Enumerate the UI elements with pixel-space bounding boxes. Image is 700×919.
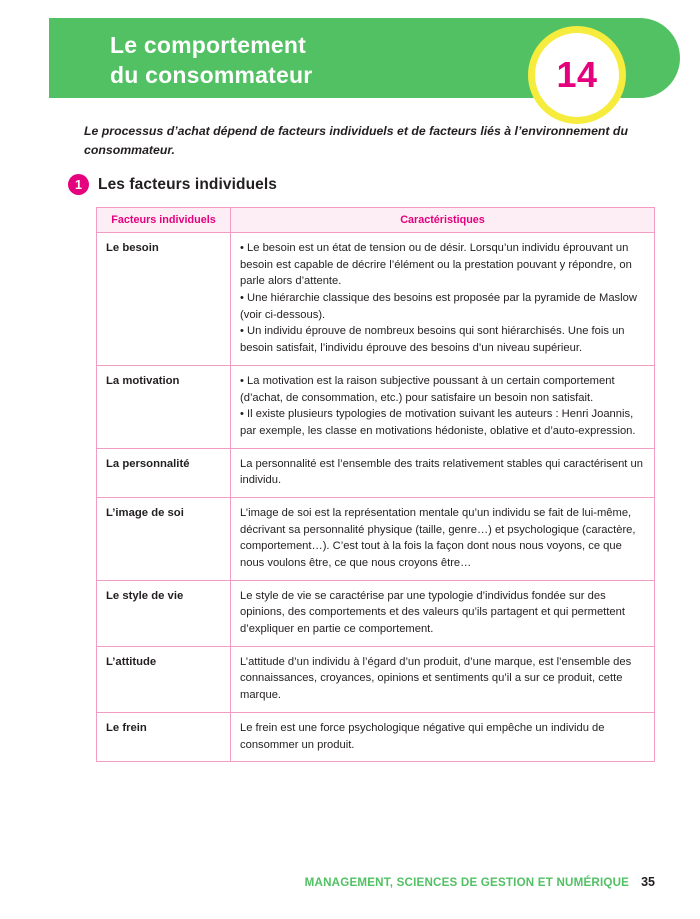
row-description [231, 448, 655, 497]
row-label: La personnalité [97, 448, 231, 497]
table-row [97, 233, 655, 366]
table-header [97, 208, 655, 233]
table-row [97, 646, 655, 712]
section-heading [68, 174, 277, 195]
row-paragraph: • La motivation est la raison subjective poussant à un certain comportement (d’achat, de consommation, etc.) pour satisfaire un besoin non satisfait. [240, 374, 615, 404]
table-header-cell-characteristics: Caractéristiques [231, 208, 655, 233]
page-title [110, 30, 530, 91]
row-paragraph: L’image de soi est la représentation mentale qu’un individu se fait de lui-même, décrivant sa personnalité physique (taille, genre…) et psychologique (caractère, comportement…). C’est tout à la fois la façon dont nous nous voyons, ce que nous voulons être, ce que nous croyons être… [240, 506, 636, 569]
page-title-line2: du consommateur [110, 62, 313, 89]
row-paragraph: L’attitude d’un individu à l’égard d’un produit, d’une marque, est l’ensemble des connaissances, croyances, opinions et sentiments qu’il a sur ce produit, cette marque. [240, 655, 632, 702]
row-paragraph: • Il existe plusieurs typologies de motivation suivant les auteurs : Henri Joannis, par exemple, les classe en motivations hédoniste, oblative et d’auto-expression. [240, 408, 636, 437]
row-description [231, 365, 655, 448]
row-paragraph: • Le besoin est un état de tension ou de désir. Lorsqu’un individu éprouvant un besoin est capable de décrire l’élément ou la prestation pouvant y répondre, on parle alors d’attente. [240, 242, 632, 288]
row-description [231, 233, 655, 366]
table-header-row [97, 208, 655, 233]
row-description [231, 580, 655, 646]
table-row [97, 497, 655, 580]
row-label: Le style de vie [97, 580, 231, 646]
table-header-cell-factors: Facteurs individuels [97, 208, 231, 233]
table-row [97, 712, 655, 761]
page-title-line1: Le comportement [110, 32, 306, 58]
row-label: L’image de soi [97, 497, 231, 580]
row-label: L’attitude [97, 646, 231, 712]
factors-table-wrapper [96, 207, 655, 762]
chapter-badge [528, 26, 626, 124]
row-label: Le besoin [97, 233, 231, 366]
row-label: Le frein [97, 712, 231, 761]
page-footer [305, 875, 655, 889]
row-paragraph: Le frein est une force psychologique négative qui empêche un individu de consommer un produit. [240, 721, 605, 751]
section-title: Les facteurs individuels [98, 175, 277, 193]
row-paragraph: • Un individu éprouve de nombreux besoins qui sont hiérarchisés. Une fois un besoin satisfait, l’individu éprouve des besoins d’un niveau supérieur. [240, 325, 625, 355]
row-paragraph: • Une hiérarchie classique des besoins est proposée par la pyramide de Maslow (voir ci-dessous). [240, 292, 637, 321]
section-number-badge: 1 [68, 174, 89, 195]
row-label: La motivation [97, 365, 231, 448]
row-description [231, 712, 655, 761]
page-number: 35 [641, 875, 655, 889]
factors-table [96, 207, 655, 762]
chapter-number: 14 [556, 54, 598, 95]
row-description [231, 646, 655, 712]
footer-label: MANAGEMENT, SCIENCES DE GESTION ET NUMÉRIQUE [304, 876, 630, 889]
table-body [97, 233, 655, 762]
row-description [231, 497, 655, 580]
table-row [97, 448, 655, 497]
table-row [97, 580, 655, 646]
intro-text: Le processus d’achat dépend de facteurs individuels et de facteurs liés à l’environnement du consommateur. [84, 124, 628, 158]
row-paragraph: La personnalité est l’ensemble des traits relativement stables qui caractérisent un individu. [240, 457, 643, 487]
table-row [97, 365, 655, 448]
row-paragraph: Le style de vie se caractérise par une typologie d’individus fondée sur des opinions, des comportements et des valeurs qu’ils partagent et qui permettent d’expliquer en partie ce comportement. [240, 589, 625, 636]
